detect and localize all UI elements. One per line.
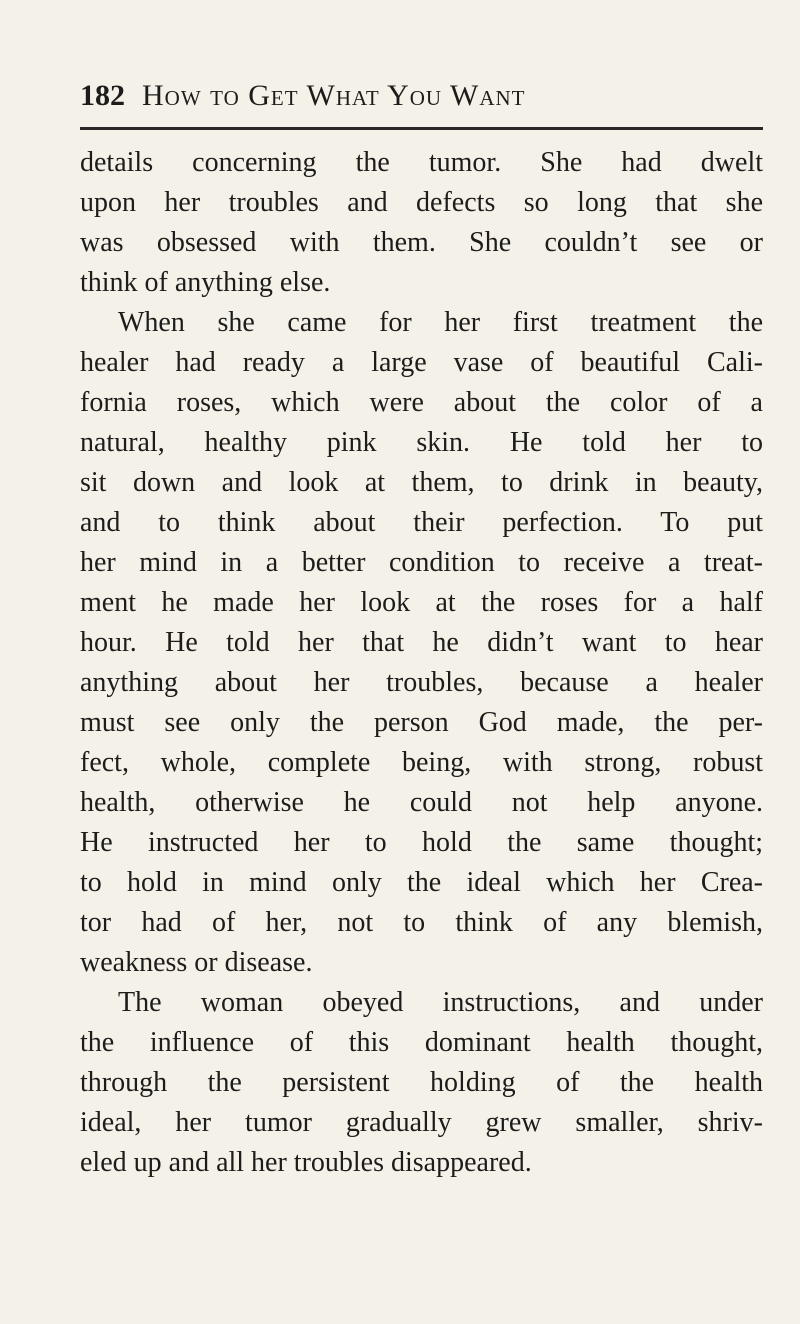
text-line: was obsessed with them. She couldn’t see or <box>80 227 763 258</box>
text-line: upon her troubles and defects so long that she <box>80 187 763 218</box>
text-line: The woman obeyed instructions, and under <box>118 987 763 1018</box>
page-number: 182 <box>80 79 125 112</box>
text-line: must see only the person God made, the per- <box>80 707 763 738</box>
text-line: sit down and look at them, to drink in beauty, <box>80 467 763 498</box>
text-line: weakness or disease. <box>80 947 313 978</box>
text-line: tor had of her, not to think of any blemish, <box>80 907 763 938</box>
text-line: think of anything else. <box>80 267 331 298</box>
text-line: eled up and all her troubles disappeared. <box>80 1147 532 1178</box>
text-line: fect, whole, complete being, with strong, robust <box>80 747 763 778</box>
text-line: fornia roses, which were about the color of a <box>80 387 763 418</box>
text-line: anything about her troubles, because a healer <box>80 667 763 698</box>
text-line: her mind in a better condition to receive a treat- <box>80 547 763 578</box>
running-title: How to Get What You Want <box>142 79 526 112</box>
text-line: health, otherwise he could not help anyone. <box>80 787 763 818</box>
body-text <box>80 143 763 1183</box>
text-line: natural, healthy pink skin. He told her to <box>80 427 763 458</box>
text-line: He instructed her to hold the same thought; <box>80 827 763 858</box>
text-line: to hold in mind only the ideal which her Crea- <box>80 867 763 898</box>
text-line: When she came for her first treatment the <box>118 307 763 338</box>
text-line: the influence of this dominant health thought, <box>80 1027 763 1058</box>
text-line: hour. He told her that he didn’t want to hear <box>80 627 763 658</box>
text-line: through the persistent holding of the health <box>80 1067 763 1098</box>
text-line: and to think about their perfection. To put <box>80 507 763 538</box>
text-line: details concerning the tumor. She had dwelt <box>80 147 763 178</box>
text-line: ment he made her look at the roses for a half <box>80 587 763 618</box>
text-line: healer had ready a large vase of beautiful Cali- <box>80 347 763 378</box>
header-rule <box>80 127 763 130</box>
text-line: ideal, her tumor gradually grew smaller, shriv- <box>80 1107 763 1138</box>
running-head <box>80 76 680 116</box>
